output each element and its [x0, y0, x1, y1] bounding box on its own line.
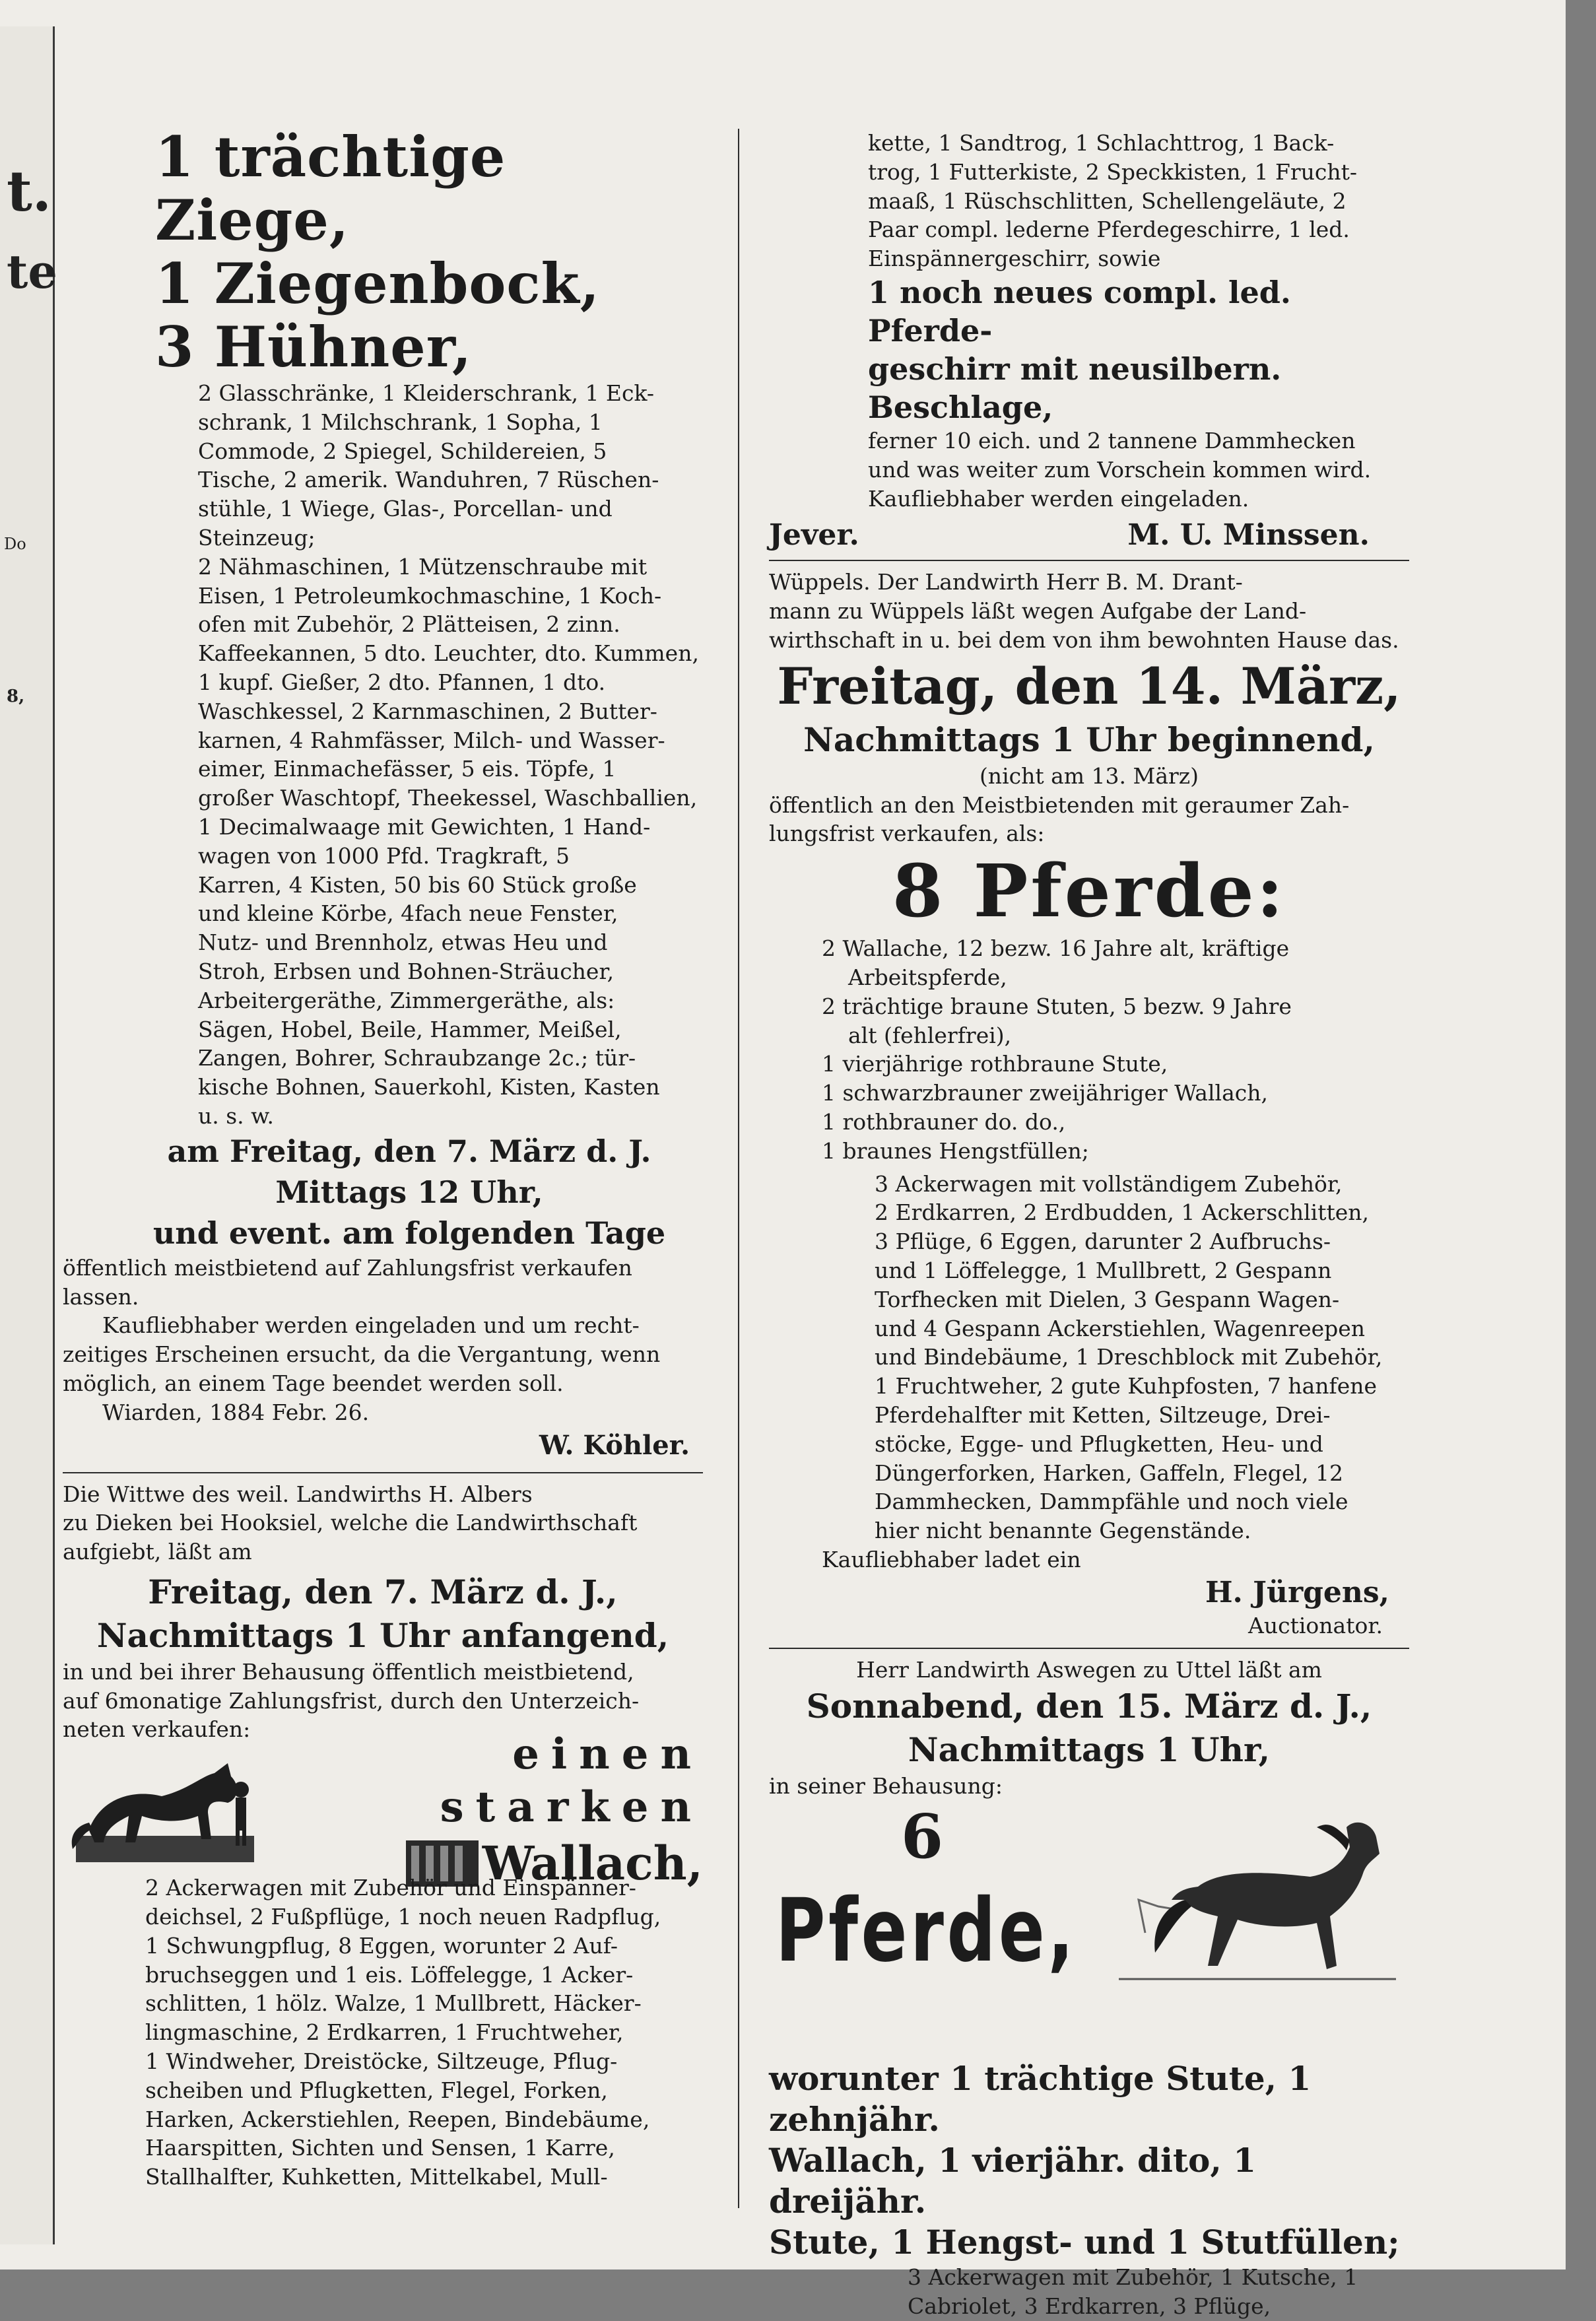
text-line: 1 Windweher, Dreistöcke, Siltzeuge, Pflug- [145, 2048, 618, 2075]
text-line: Zangen, Bohrer, Schraubzange 2c.; tür- [198, 1045, 636, 1071]
column-divider [738, 129, 739, 2208]
text-line: scheiben und Pflugketten, Flegel, Forken, [145, 2077, 608, 2103]
text-line: Einspännergeschirr, sowie [868, 246, 1161, 272]
text-line: trog, 1 Futterkiste, 2 Speckkisten, 1 Frucht- [868, 158, 1358, 185]
text-line: hier nicht benannte Gegenstände. [875, 1518, 1251, 1544]
text-line: Harken, Ackerstiehlen, Reepen, Bindebäume, [145, 2106, 650, 2132]
text-line: Dammhecken, Dammpfähle und noch viele [875, 1489, 1348, 1515]
edge-fragment: te [7, 244, 57, 299]
edge-fragment: 8, [7, 687, 25, 706]
text-line: Stallhalfter, Kuhketten, Mittelkabel, Mull- [145, 2164, 608, 2190]
text-line: u. s. w. [198, 1102, 274, 1129]
text-line: großer Waschtopf, Theekessel, Waschballien, [198, 785, 698, 811]
stark-line: einen starken [440, 1730, 703, 1833]
text-line: und Bindebäume, 1 Dreschblock mit Zubehör, [875, 1344, 1383, 1370]
auction-time: Mittags 12 Uhr, [275, 1174, 543, 1210]
list-item: 1 braunes Hengstfüllen; [822, 1137, 1089, 1164]
text-line: wirthschaft in u. bei dem von ihm bewohnten Hause das. [769, 626, 1399, 653]
text-line: deichsel, 2 Fußpflüge, 1 noch neuen Radpflug, [145, 1904, 661, 1930]
text-line: 1 Fruchtweher, 2 gute Kuhpfosten, 7 hanfene [875, 1373, 1378, 1399]
auction-date: Freitag, den 7. März d. J., [148, 1572, 618, 1611]
text-line: neten verkaufen: [63, 1716, 251, 1743]
text-line: und 4 Gespann Ackerstiehlen, Wagenreepen [875, 1315, 1366, 1341]
auction-time: Nachmittags 1 Uhr anfangend, [96, 1615, 669, 1655]
signature: W. Köhler. [539, 1429, 690, 1461]
title-line: 1 trächtige Ziege, [155, 124, 506, 253]
text-line: Arbeitergeräthe, Zimmergeräthe, als: [198, 987, 615, 1013]
left-column [63, 125, 703, 2192]
text-line: und was weiter zum Vorschein kommen wird. [868, 456, 1372, 483]
place-date: Wiarden, 1884 Febr. 26. [102, 1399, 370, 1425]
auction-followup: und event. am folgenden Tage [152, 1215, 666, 1251]
auction-note: (nicht am 13. März) [979, 762, 1199, 789]
text-line: Commode, 2 Spiegel, Schildereien, 5 [198, 438, 607, 464]
text-line: lungsfrist verkaufen, als: [769, 821, 1045, 847]
signature: M. U. Minssen. [1127, 518, 1370, 553]
text-line: 2 Erdkarren, 2 Erdbudden, 1 Ackerschlitten, [875, 1199, 1369, 1226]
text-line: Herr Landwirth Aswegen zu Uttel läßt am [856, 1657, 1322, 1683]
text-line: und kleine Körbe, 4fach neue Fenster, [198, 900, 618, 927]
text-line: ferner 10 eich. und 2 tannene Dammhecken [868, 427, 1356, 454]
right-column [769, 129, 1409, 2321]
list-item: 1 schwarzbrauner zweijähriger Wallach, [822, 1080, 1268, 1106]
text-line: in und bei ihrer Behausung öffentlich meistbietend, [63, 1658, 634, 1685]
text-line: in seiner Behausung: [769, 1773, 1003, 1800]
text-line: 3 Ackerwagen mit vollständigem Zubehör, [875, 1170, 1343, 1197]
sign-place: Jever. [769, 518, 859, 553]
text-line: 3 Pflüge, 6 Eggen, darunter 2 Aufbruchs- [875, 1228, 1331, 1255]
text-line: 2 Ackerwagen mit Zubehör und Einspänner- [145, 1875, 636, 1901]
list-item: 1 rothbrauner do. do., [822, 1108, 1066, 1135]
auction-date: Sonnabend, den 15. März d. J., [806, 1687, 1372, 1726]
text-line: lassen. [63, 1283, 139, 1310]
text-line: Wallach, 1 vierjähr. dito, 1 dreijähr. [769, 2141, 1257, 2221]
text-line: Paar compl. lederne Pferdegeschirre, 1 led. [868, 217, 1350, 243]
text-line: Stute, 1 Hengst- und 1 Stutfüllen; [769, 2223, 1400, 2262]
text-line: Sägen, Hobel, Beile, Hammer, Meißel, [198, 1016, 622, 1042]
text-line: und 1 Löffelegge, 1 Mullbrett, 2 Gespann [875, 1257, 1332, 1283]
text-line: Steinzeug; [198, 524, 316, 551]
text-line: maaß, 1 Rüschschlitten, Schellengeläute, 2 [868, 187, 1347, 214]
horse-illustration [1119, 1801, 1396, 2001]
text-line: eimer, Einmachefässer, 5 eis. Töpfe, 1 [198, 756, 616, 782]
text-line: 1 Decimalwaage mit Gewichten, 1 Hand- [198, 813, 651, 840]
title-line: 1 Ziegenbock, [155, 251, 600, 316]
text-line: Torfhecken mit Dielen, 3 Gespann Wagen- [875, 1286, 1340, 1312]
text-line: Wüppels. Der Landwirth Herr B. M. Drant- [769, 569, 1243, 595]
text-line: öffentlich an den Meistbietenden mit geraumer Zah- [769, 791, 1350, 818]
text-line: Nutz- und Brennholz, etwas Heu und [198, 929, 608, 956]
text-line: kische Bohnen, Sauerkohl, Kisten, Kasten [198, 1074, 660, 1100]
text-line: 2 Nähmaschinen, 1 Mützenschraube mit [198, 553, 648, 580]
text-line: Pferdehalfter mit Ketten, Siltzeuge, Drei- [875, 1401, 1331, 1428]
list-item: Arbeitspferde, [848, 964, 1007, 990]
text-line: zu Dieken bei Hooksiel, welche die Landwirthschaft [63, 1510, 638, 1536]
list-item: alt (fehlerfrei), [848, 1022, 1012, 1048]
text-line: 2 Glasschränke, 1 Kleiderschrank, 1 Eck- [198, 380, 655, 406]
auction-date: Freitag, den 14. März, [777, 656, 1401, 716]
section-rule [769, 560, 1409, 561]
text-line: stühle, 1 Wiege, Glas-, Porcellan- und [198, 496, 613, 522]
pferde-heading: 8 Pferde: [892, 848, 1286, 934]
list-item: 2 Wallache, 12 bezw. 16 Jahre alt, kräftige [822, 935, 1290, 962]
text-line: öffentlich meistbietend auf Zahlungsfrist verkaufen [63, 1254, 632, 1281]
title-line: 3 Hühner, [155, 314, 473, 380]
text-line: Kaffeekannen, 5 dto. Leuchter, dto. Kummen, [198, 640, 699, 667]
text-line: mann zu Wüppels läßt wegen Aufgabe der Land- [769, 598, 1307, 624]
text-line: Düngerforken, Harken, Gaffeln, Flegel, 12 [875, 1460, 1343, 1486]
wallach-word: Wallach, [482, 1836, 703, 1891]
text-line: 3 Ackerwagen mit Zubehör, 1 Kutsche, 1 [908, 2264, 1358, 2291]
auctioneer-title: Auctionator. [1248, 1612, 1383, 1638]
harness-line: geschirr mit neusilbern. Beschlage, [868, 351, 1282, 425]
text-line: 1 kupf. Gießer, 2 dto. Pfannen, 1 dto. [198, 669, 606, 695]
text-line: Stroh, Erbsen und Bohnen-Sträucher, [198, 958, 615, 984]
text-line: aufgiebt, läßt am [63, 1539, 252, 1565]
harness-line: 1 noch neues compl. led. Pferde- [868, 274, 1291, 349]
text-line: kette, 1 Sandtrog, 1 Schlachttrog, 1 Back- [868, 130, 1335, 156]
text-line: bruchseggen und 1 eis. Löffelegge, 1 Acker- [145, 1961, 634, 1988]
pferde-word: Pferde, [776, 1880, 1077, 1982]
edge-fragment: Do [4, 535, 26, 553]
horse-with-groom-illustration [63, 1750, 274, 1871]
section-rule [769, 1648, 1409, 1649]
list-item: 1 vierjährige rothbraune Stute, [822, 1051, 1168, 1077]
text-line: schrank, 1 Milchschrank, 1 Sopha, 1 [198, 409, 603, 435]
text-line: worunter 1 trächtige Stute, 1 zehnjähr. [769, 2059, 1312, 2139]
text-line: schlitten, 1 hölz. Walze, 1 Mullbrett, Häcker- [145, 1990, 642, 2017]
text-line: 1 Schwungpflug, 8 Eggen, worunter 2 Auf- [145, 1932, 618, 1959]
text-line: möglich, an einem Tage beendet werden soll. [63, 1370, 564, 1396]
text-line: Tische, 2 amerik. Wanduhren, 7 Rüschen- [198, 467, 659, 493]
text-line: ofen mit Zubehör, 2 Plätteisen, 2 zinn. [198, 611, 620, 638]
text-line: Eisen, 1 Petroleumkochmaschine, 1 Koch- [198, 582, 662, 609]
section-rule [63, 1472, 703, 1473]
text-line: Waschkessel, 2 Karnmaschinen, 2 Butter- [198, 698, 657, 724]
text-line: Cabriolet, 3 Erdkarren, 3 Pflüge, [908, 2293, 1271, 2319]
edge-fragment: t. [7, 158, 52, 224]
text-line: stöcke, Egge- und Pflugketten, Heu- und [875, 1430, 1323, 1457]
text-line: Kaufliebhaber ladet ein [822, 1546, 1081, 1572]
auction-date: am Freitag, den 7. März d. J. [167, 1133, 651, 1169]
text-line: karnen, 4 Rahmfässer, Milch- und Wasser- [198, 727, 665, 753]
auction-time: Nachmittags 1 Uhr, [908, 1730, 1271, 1770]
auctioneer-name: H. Jürgens, [1205, 1575, 1389, 1609]
adjacent-page-edge [0, 26, 55, 2244]
text-line: Kaufliebhaber werden eingeladen. [868, 485, 1249, 512]
text-line: zeitiges Erscheinen ersucht, da die Vergantung, wenn [63, 1341, 661, 1368]
text-line: Die Wittwe des weil. Landwirths H. Albers [63, 1481, 533, 1507]
text-line: lingmaschine, 2 Erdkarren, 1 Fruchtweher, [145, 2019, 624, 2046]
text-line: Karren, 4 Kisten, 50 bis 60 Stück große [198, 871, 637, 898]
text-line: wagen von 1000 Pfd. Tragkraft, 5 [198, 842, 570, 869]
horse-count: 6 [901, 1801, 944, 1873]
text-line: auf 6monatige Zahlungsfrist, durch den Unterzeich- [63, 1687, 640, 1714]
auction-time: Nachmittags 1 Uhr beginnend, [803, 720, 1375, 759]
text-line: Kaufliebhaber werden eingeladen und um recht- [102, 1312, 640, 1339]
list-item: 2 trächtige braune Stuten, 5 bezw. 9 Jahre [822, 993, 1292, 1019]
text-line: Haarspitten, Sichten und Sensen, 1 Karre, [145, 2135, 615, 2161]
